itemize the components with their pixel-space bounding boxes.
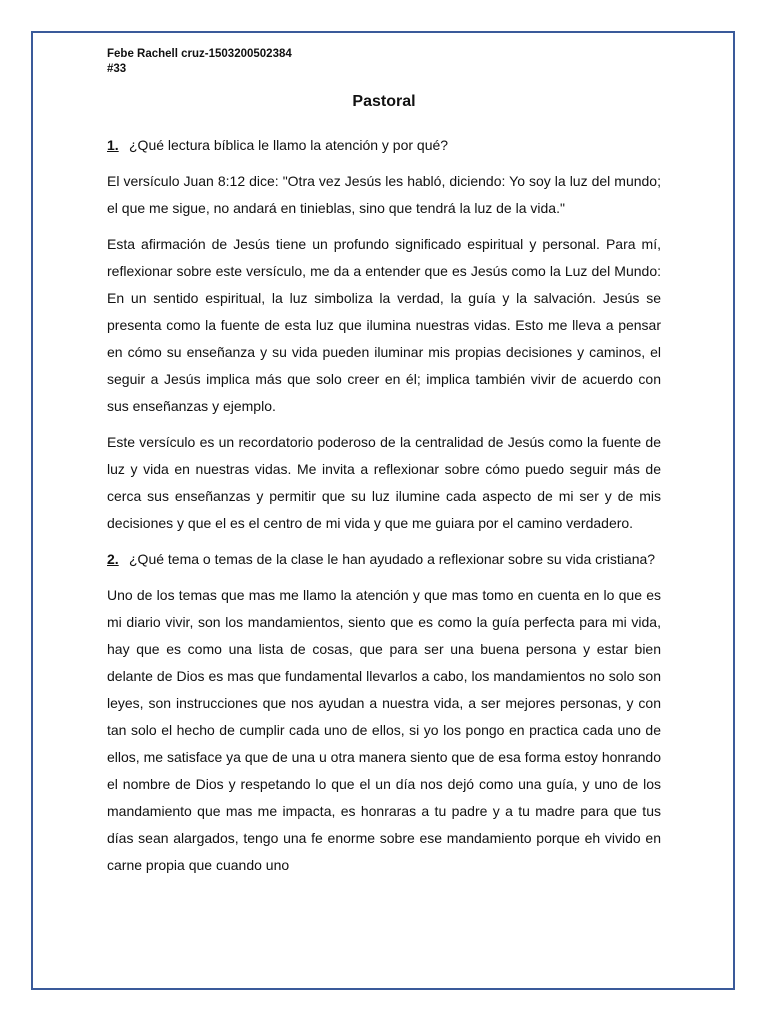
question-text: ¿Qué tema o temas de la clase le han ayudado a reflexionar sobre su vida cristiana?: [129, 551, 656, 567]
paragraph-verse: El versículo Juan 8:12 dice: "Otra vez Jesús les habló, diciendo: Yo soy la luz del mundo; el que me sigue, no andará en tinieblas, sino que tendrá la luz de la vida.": [107, 173, 661, 216]
student-number: #33: [107, 63, 127, 75]
question-2: [107, 546, 661, 573]
question-1: [107, 132, 661, 159]
paragraph-reflection: Esta afirmación de Jesús tiene un profundo significado espiritual y personal. Para mí, reflexionar sobre este versículo, me da a entender que es Jesús como la Luz del Mundo: En un sentido espiritual, la luz simboliza la verdad, la guía y la salvación. Jesús se presenta como la fuente de esta luz que ilumina nuestras vidas. Esto me lleva a pensar en cómo su enseñanza y su vida pueden iluminar mis propias decisiones y caminos, el seguir a Jesús implica más que solo creer en él; implica también vivir de acuerdo con sus enseñanzas y ejemplo.: [107, 236, 661, 414]
document-body: [107, 47, 661, 879]
page-title: Pastoral: [352, 93, 416, 110]
question-number: 1.: [107, 137, 119, 153]
question-text: ¿Qué lectura bíblica le llamo la atención y por qué?: [129, 137, 449, 153]
paragraph-commandments: Uno de los temas que mas me llamo la atención y que mas tomo en cuenta en lo que es mi diario vivir, son los mandamientos, siento que es como la guía perfecta para mi vida, hay que es como una lista de cosas, que para ser una buena persona y estar bien delante de Dios es mas que fundamental llevarlos a cabo, los mandamientos no solo son leyes, son instrucciones que nos ayudan a nuestra vida, a ser mejores personas, y con tan solo el hecho de cumplir cada uno de ellos, si yo los pongo en practica cada uno de ellos, me satisface ya que de una u otra manera siento que de esa forma estoy honrando el nombre de Dios y respetando lo que el un día nos dejó como una guía, y uno de los mandamiento que mas me impacta, es honraras a tu padre y a tu madre para que tus días sean alargados, tengo una fe enorme sobre ese mandamiento porque eh vivido en carne propia que cuando uno: [107, 587, 661, 873]
author-line: Febe Rachell cruz-1503200502384: [107, 48, 292, 60]
question-number: 2.: [107, 551, 119, 567]
paragraph-reminder: Este versículo es un recordatorio poderoso de la centralidad de Jesús como la fuente de luz y vida en nuestras vidas. Me invita a reflexionar sobre cómo puedo seguir más de cerca sus enseñanzas y permitir que su luz ilumine cada aspecto de mi ser y de mis decisiones y que el es el centro de mi vida y que me guiara por el camino verdadero.: [107, 434, 661, 531]
